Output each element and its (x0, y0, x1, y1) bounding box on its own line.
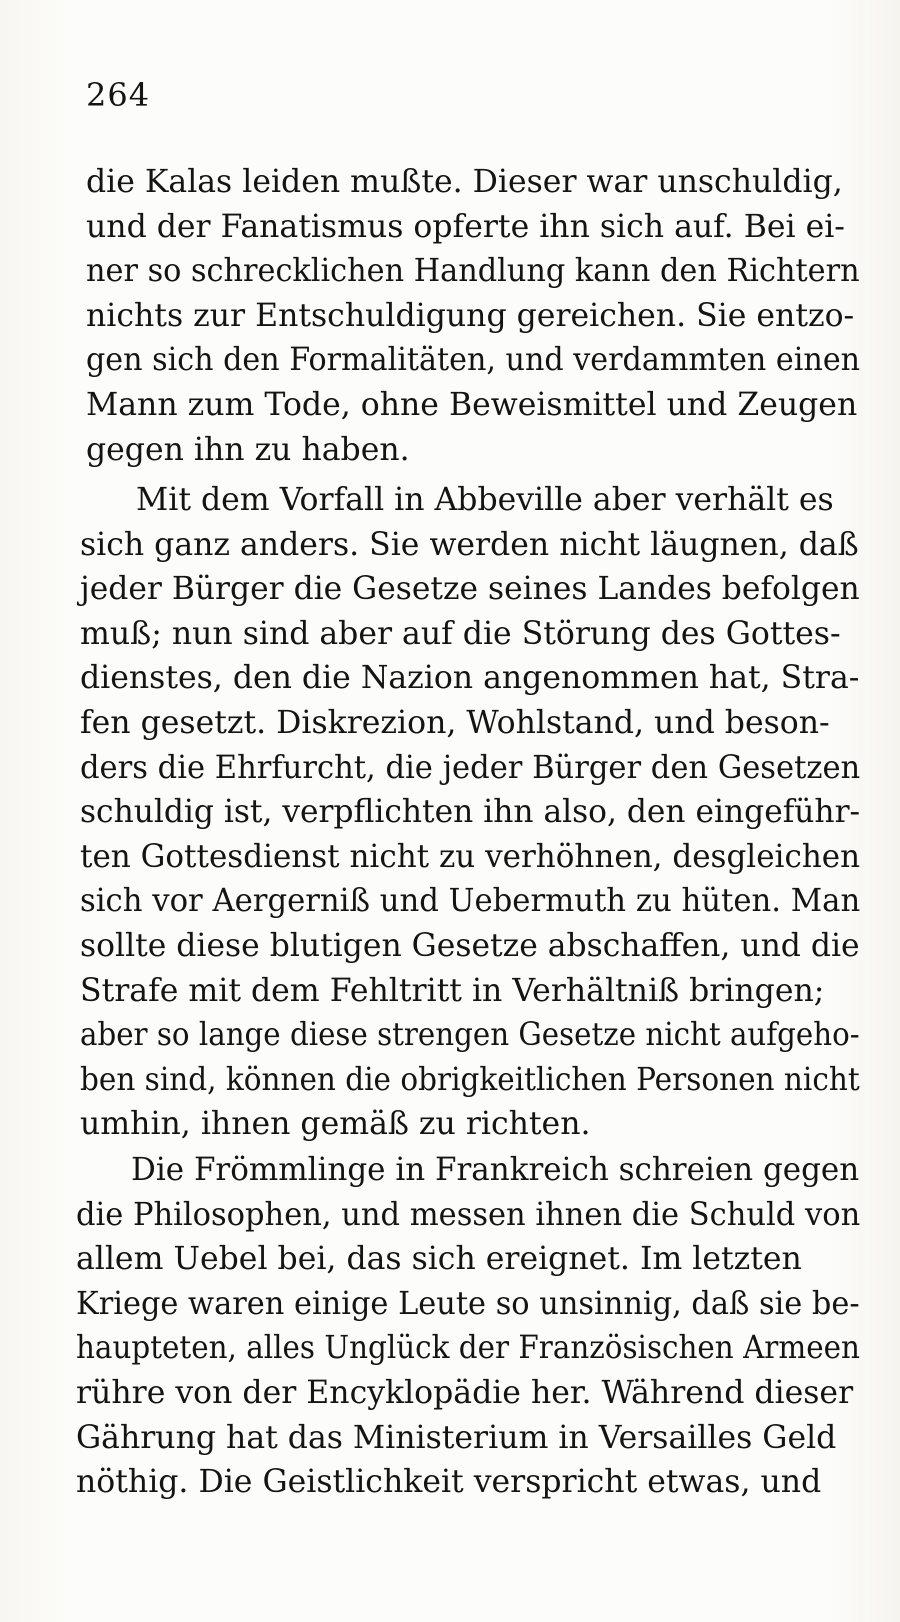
page-number: 264 (86, 76, 151, 114)
text-line: sich vor Aergerniß und Uebermuth zu hüten. Man (80, 883, 861, 920)
text-line: ten Gottesdienst nicht zu verhöhnen, desgleichen (80, 838, 861, 875)
text-line: haupteten, alles Unglück der Französischen Armeen (76, 1330, 860, 1367)
text-line: umhin, ihnen gemäß zu richten. (80, 1106, 591, 1143)
text-line: Die Frömmlinge in Frankreich schreien gegen (131, 1152, 860, 1188)
text-line: Mann zum Tode, ohne Beweismittel und Zeugen (86, 386, 858, 423)
text-line: die Philosophen, und messen ihnen die Schuld von (76, 1196, 861, 1233)
text-line: und der Fanatismus opferte ihn sich auf. Bei ei- (86, 208, 845, 245)
text-line: Mit dem Vorfall in Abbeville aber verhält es (136, 482, 834, 518)
paragraph-1 (86, 160, 861, 472)
text-line: Strafe mit dem Fehltritt in Verhältniß bringen; (80, 972, 825, 1009)
text-line: Gährung hat das Ministerium in Versailles Geld (76, 1419, 837, 1456)
text-line: sich ganz anders. Sie werden nicht läugnen, daß (80, 526, 859, 563)
text-line: nichts zur Entschuldigung gereichen. Sie entzo- (86, 297, 855, 334)
text-line: gen sich den Formalitäten, und verdammten einen (86, 342, 861, 379)
text-line: fen gesetzt. Diskrezion, Wohlstand, und beson- (80, 704, 830, 741)
text-line: dienstes, den die Nazion angenommen hat, Stra- (80, 660, 860, 697)
paragraph-3 (76, 1148, 861, 1505)
text-line: ben sind, können die obrigkeitlichen Personen nicht (80, 1061, 860, 1098)
text-line: jeder Bürger die Gesetze seines Landes befolgen (80, 571, 860, 608)
text-line: gegen ihn zu haben. (86, 431, 410, 468)
text-line: rühre von der Encyklopädie her. Während dieser (76, 1374, 854, 1411)
text-line: ner so schrecklichen Handlung kann den Richtern (86, 253, 860, 290)
text-line: nöthig. Die Geistlichkeit verspricht etwas, und (76, 1464, 822, 1501)
text-line: sollte diese blutigen Gesetze abschaffen, und die (80, 927, 860, 964)
text-line: aber so lange diese strengen Gesetze nicht aufgeho- (80, 1017, 860, 1054)
text-line: ders die Ehrfurcht, die jeder Bürger den Gesetzen (80, 749, 861, 786)
text-line: muß; nun sind aber auf die Störung des Gottes- (80, 615, 841, 652)
text-line: die Kalas leiden mußte. Dieser war unschuldig, (86, 164, 843, 200)
text-line: schuldig ist, verpflichten ihn also, den eingeführ- (80, 794, 861, 831)
text-line: Kriege waren einige Leute so unsinnig, daß sie be- (76, 1285, 860, 1322)
paragraph-2 (80, 478, 861, 1147)
text-line: allem Uebel bei, das sich ereignet. Im letzten (76, 1241, 802, 1278)
